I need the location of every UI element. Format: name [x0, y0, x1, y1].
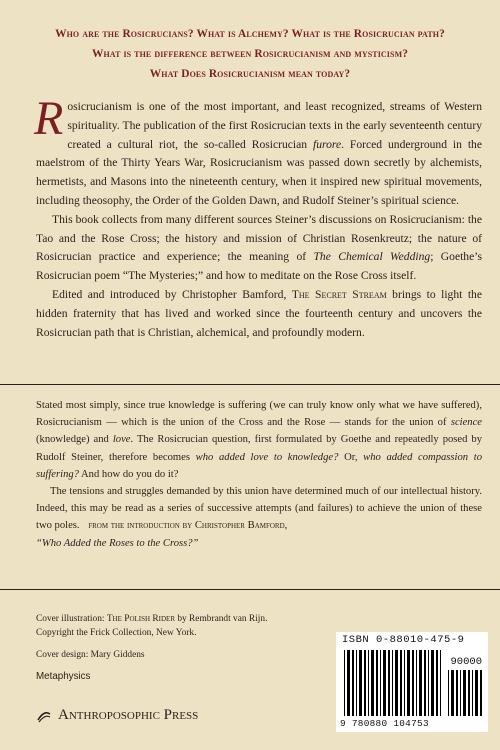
barcode-bar: [448, 670, 449, 716]
excerpt-paragraph: [36, 483, 482, 535]
barcode-bar: [359, 650, 362, 716]
design-credit: Cover design: Mary Giddens: [36, 650, 145, 660]
text: brings to light the hidden fraternity that has lived and worked since the fourteenth century and uncovers the Rosicrucian path that is Christian, alchemical, and profoundly modern.: [36, 287, 482, 339]
emphasis: who added love to knowledge?: [195, 451, 339, 463]
book-description: [34, 92, 482, 342]
book-title: The Secret Stream: [291, 287, 387, 301]
book-title: The Chemical Wedding: [313, 250, 431, 264]
barcode-number: 9 780880 104753: [340, 718, 429, 729]
barcode-bar: [383, 650, 386, 716]
question-line: Who are the Rosicrucians? What is Alchemy? What is the Rosicrucian path?: [55, 28, 445, 40]
barcode-bar: [412, 650, 414, 716]
barcode: [336, 632, 488, 732]
publisher-logo-icon: [36, 708, 52, 724]
text: The tensions and struggles demanded by this union have determined much of our intellectual history. Indeed, this may be read as a series of successive attempts (and failures) to achieve the union of these two poles.: [36, 486, 482, 532]
barcode-bar: [347, 650, 350, 716]
barcode-bar: [456, 670, 458, 716]
copyright-credit: Copyright the Frick Collection, New York.: [36, 628, 197, 638]
text: Edited and introduced by Christopher Bamford,: [52, 287, 292, 301]
description-paragraph: [36, 211, 482, 286]
text: Or,: [338, 451, 364, 463]
barcode-bar: [431, 650, 434, 716]
barcode-bar: [400, 650, 402, 716]
barcode-bar: [344, 650, 345, 716]
barcode-bar: [407, 650, 410, 716]
description-paragraph: [36, 286, 482, 342]
barcode-bar: [368, 650, 369, 716]
barcode-bar: [352, 650, 354, 716]
barcode-bar: [364, 650, 366, 716]
barcode-bar: [388, 650, 390, 716]
credits: [36, 612, 316, 684]
publisher: [36, 707, 198, 724]
divider: [0, 589, 500, 590]
text: by Rembrandt van Rijn.: [174, 614, 268, 624]
description-paragraph: [34, 92, 482, 211]
barcode-bar: [428, 650, 429, 716]
questions-header: [0, 24, 500, 84]
barcode-bar: [356, 650, 357, 716]
category-label: Metaphysics: [36, 671, 91, 682]
emphasis: science: [450, 417, 482, 429]
barcode-bar: [404, 650, 405, 716]
barcode-bar: [480, 670, 482, 716]
text: . The Rosicrucian question, first formulated by Goethe and repeatedly posed by Rudolf Steiner, therefore becomes: [36, 434, 482, 463]
barcode-bar: [472, 670, 473, 716]
text: This book collects from many different sources Steiner’s discussions on Rosicrucianism: the Tao and the Rose Cross; the history and mission of Christian Rosenkreutz; the nature of Rosicrucian practice and experience; the meaning of: [36, 212, 482, 264]
price-code: 90000: [450, 656, 482, 668]
text: ; Goethe’s Rosicrucian poem “The Mysteries;” and how to meditate on the Rose Cross itself.: [36, 250, 482, 283]
attribution: from the introduction by Christopher Bamford,: [88, 520, 288, 532]
source-title: “Who Added the Roses to the Cross?”: [36, 537, 199, 549]
question-line: What is the difference between Rosicrucianism and mysticism?: [91, 48, 409, 60]
barcode-bar: [392, 650, 393, 716]
emphasis: furore: [312, 137, 342, 151]
text: (knowledge) and: [36, 434, 113, 446]
barcode-bar: [424, 650, 426, 716]
barcode-bar: [463, 670, 466, 716]
barcode-bar: [460, 670, 461, 716]
barcode-bar: [436, 650, 438, 716]
artwork-title: The Polish Rider: [106, 614, 175, 624]
excerpt-source: [36, 535, 482, 552]
cover-illustration-credit: [36, 612, 316, 626]
barcode-bar: [451, 670, 454, 716]
addon-barcode: [448, 670, 482, 716]
barcode-bar: [380, 650, 381, 716]
ean-barcode: [344, 650, 444, 716]
isbn-text: ISBN 0-88010-475-9: [342, 634, 465, 646]
excerpt-paragraph: [36, 397, 482, 483]
barcode-bar: [371, 650, 374, 716]
drop-cap: R: [34, 92, 64, 145]
text: And how do you do it?: [78, 468, 179, 480]
barcode-bar: [395, 650, 398, 716]
barcode-bar: [440, 650, 441, 716]
barcode-bar: [475, 670, 478, 716]
text: Cover illustration:: [36, 614, 107, 624]
barcode-bar: [419, 650, 422, 716]
introduction-excerpt: [36, 397, 482, 552]
emphasis: love: [112, 434, 131, 446]
question-line: What Does Rosicrucianism mean today?: [149, 68, 351, 80]
text: . Forced underground in the maelstrom of the Thirty Years War, Rosicrucianism was passed down secretly by alchemists, hermetists, and Masons into the nineteenth century, when it inspired new spiritual movements, including theosophy, the Order of the Golden Dawn, and Rudolf Steiner’s spiritual science.: [36, 137, 482, 207]
barcode-bar: [416, 650, 417, 716]
emphasis: who added compassion to suffering?: [36, 451, 482, 480]
barcode-bar: [376, 650, 378, 716]
divider: [0, 384, 500, 385]
text: Stated most simply, since true knowledge is suffering (we can truly know only what we have suffered), Rosicrucianism — which is the union of the Cross and the Rose — stands for the union of: [36, 400, 482, 429]
barcode-bar: [468, 670, 470, 716]
text: osicrucianism is one of the most important, and least recognized, streams of Western spirituality. The publication of the first Rosicrucian texts in the early seventeenth century created a cultural riot, the so-called Rosicrucian: [67, 100, 482, 151]
publisher-name: Anthroposophic Press: [58, 707, 199, 723]
